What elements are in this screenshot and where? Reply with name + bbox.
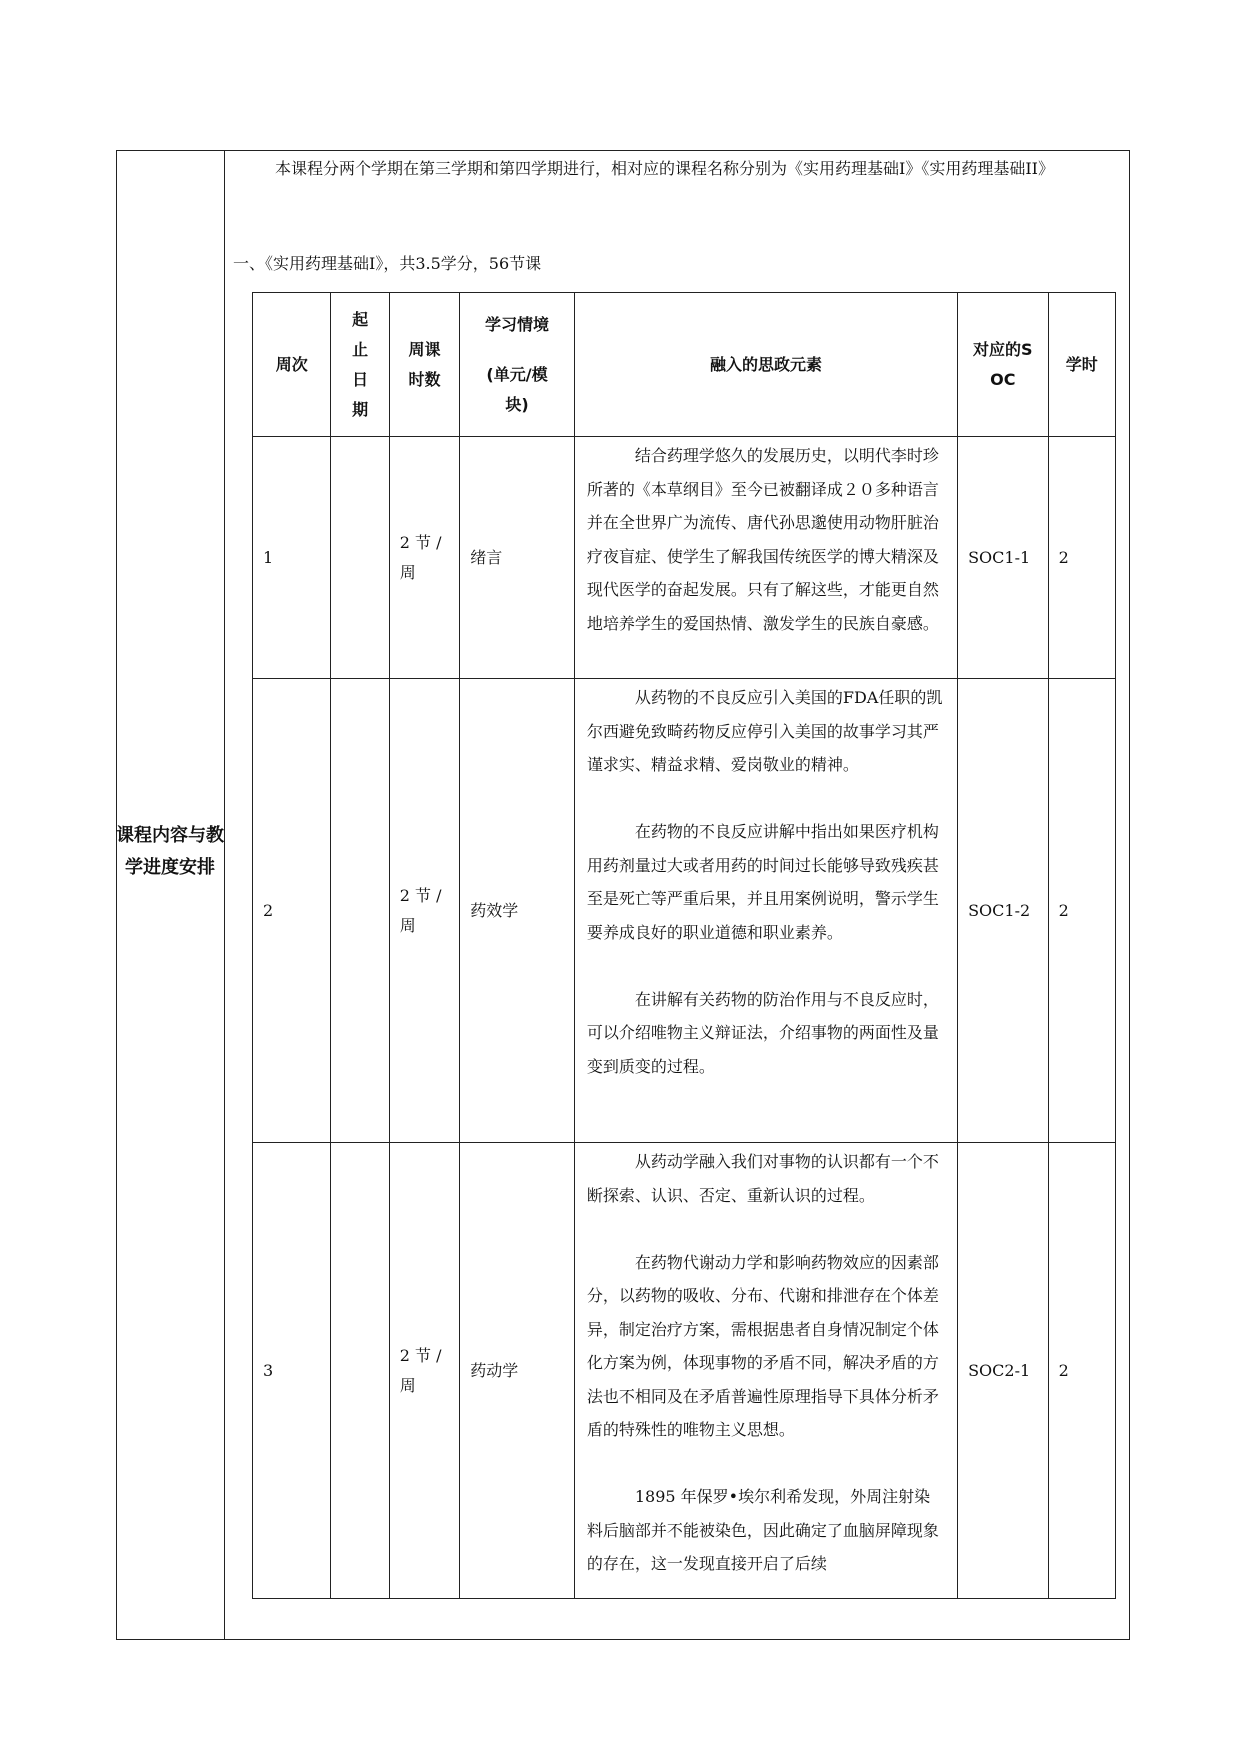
- cell-weekly-hours-label: 2 节 / 周: [399, 885, 442, 935]
- header-module-line1: 学习情境: [485, 314, 550, 334]
- header-dates-label: 起止日期: [352, 309, 369, 419]
- course-subheading: 一、《实用药理基础I》，共3.5学分，56节课: [233, 254, 542, 273]
- cell-hours: 2: [1048, 1143, 1115, 1599]
- element-paragraph: 1895 年保罗•埃尔利希发现，外周注射染料后脑部并不能被染色，因此确定了血脑屏障现象的存在，这一发现直接开启了后续: [586, 1487, 939, 1573]
- cell-weekly-hours: [389, 437, 459, 679]
- cell-week: 2: [253, 679, 331, 1143]
- cell-elements: [574, 679, 957, 1143]
- cell-dates: [331, 1143, 389, 1599]
- cell-weekly-hours: [389, 679, 459, 1143]
- element-paragraph: 从药物的不良反应引入美国的FDA任职的凯尔西避免致畸药物反应停引入美国的故事学习其严谨求实、精益求精、爱岗敬业的精神。: [586, 688, 943, 774]
- header-row: [253, 293, 1116, 437]
- table-row: [253, 679, 1116, 1143]
- section-label: 课程内容与教学进度安排: [116, 825, 224, 878]
- header-week: 周次: [253, 293, 331, 437]
- cell-module: 绪言: [460, 437, 575, 679]
- cell-dates: [331, 679, 389, 1143]
- outer-column-divider: [224, 150, 225, 1640]
- cell-weekly-hours: [389, 1143, 459, 1599]
- intro-paragraph: 本课程分两个学期在第三学期和第四学期进行，相对应的课程名称分别为《实用药理基础I》《实用药理基础II》: [275, 159, 1054, 178]
- header-weekly-hours: [389, 293, 459, 437]
- cell-module: 药效学: [460, 679, 575, 1143]
- element-paragraph: 从药动学融入我们对事物的认识都有一个不断探索、认识、否定、重新认识的过程。: [586, 1152, 939, 1205]
- header-module-line2: (单元/模块): [486, 364, 548, 414]
- schedule-table: [252, 292, 1116, 1599]
- element-paragraph: 结合药理学悠久的发展历史，以明代李时珍所著的《本草纲目》至今已被翻译成２０多种语言并在全世界广为流传、唐代孙思邈使用动物肝脏治疗夜盲症、使学生了解我国传统医学的博大精深及现代医学的奋起发展。只有了解这些，才能更自然地培养学生的爱国热情、激发学生的民族自豪感。: [586, 446, 939, 633]
- element-paragraph: 在药物代谢动力学和影响药物效应的因素部分，以药物的吸收、分布、代谢和排泄存在个体差异，制定治疗方案，需根据患者自身情况制定个体化方案为例，体现事物的矛盾不同，解决矛盾的方法也不相同及在矛盾普遍性原理指导下具体分析矛盾的特殊性的唯物主义思想。: [586, 1252, 939, 1439]
- cell-dates: [331, 437, 389, 679]
- table-row: [253, 1143, 1116, 1599]
- cell-soc: SOC1-1: [958, 437, 1049, 679]
- header-module: [460, 293, 575, 437]
- header-soc: [958, 293, 1049, 437]
- cell-elements: [574, 437, 957, 679]
- cell-week: 3: [253, 1143, 331, 1599]
- element-paragraph: 在药物的不良反应讲解中指出如果医疗机构用药剂量过大或者用药的时间过长能够导致残疾甚至是死亡等严重后果，并且用案例说明，警示学生要养成良好的职业道德和职业素养。: [586, 822, 939, 942]
- header-soc-label: 对应的SOC: [973, 339, 1033, 389]
- header-weekly-hours-label: 周课时数: [408, 339, 441, 389]
- cell-elements: [574, 1143, 957, 1599]
- cell-hours: 2: [1048, 437, 1115, 679]
- header-elements: 融入的思政元素: [574, 293, 957, 437]
- cell-soc: SOC2-1: [958, 1143, 1049, 1599]
- cell-week: 1: [253, 437, 331, 679]
- cell-weekly-hours-label: 2 节 / 周: [399, 532, 442, 582]
- table-row: [253, 437, 1116, 679]
- cell-soc: SOC1-2: [958, 679, 1049, 1143]
- header-dates: [331, 293, 389, 437]
- cell-hours: 2: [1048, 679, 1115, 1143]
- element-paragraph: 在讲解有关药物的防治作用与不良反应时，可以介绍唯物主义辩证法，介绍事物的两面性及量变到质变的过程。: [586, 989, 939, 1076]
- cell-module: 药动学: [460, 1143, 575, 1599]
- header-hours: 学时: [1048, 293, 1115, 437]
- cell-weekly-hours-label: 2 节 / 周: [399, 1345, 442, 1395]
